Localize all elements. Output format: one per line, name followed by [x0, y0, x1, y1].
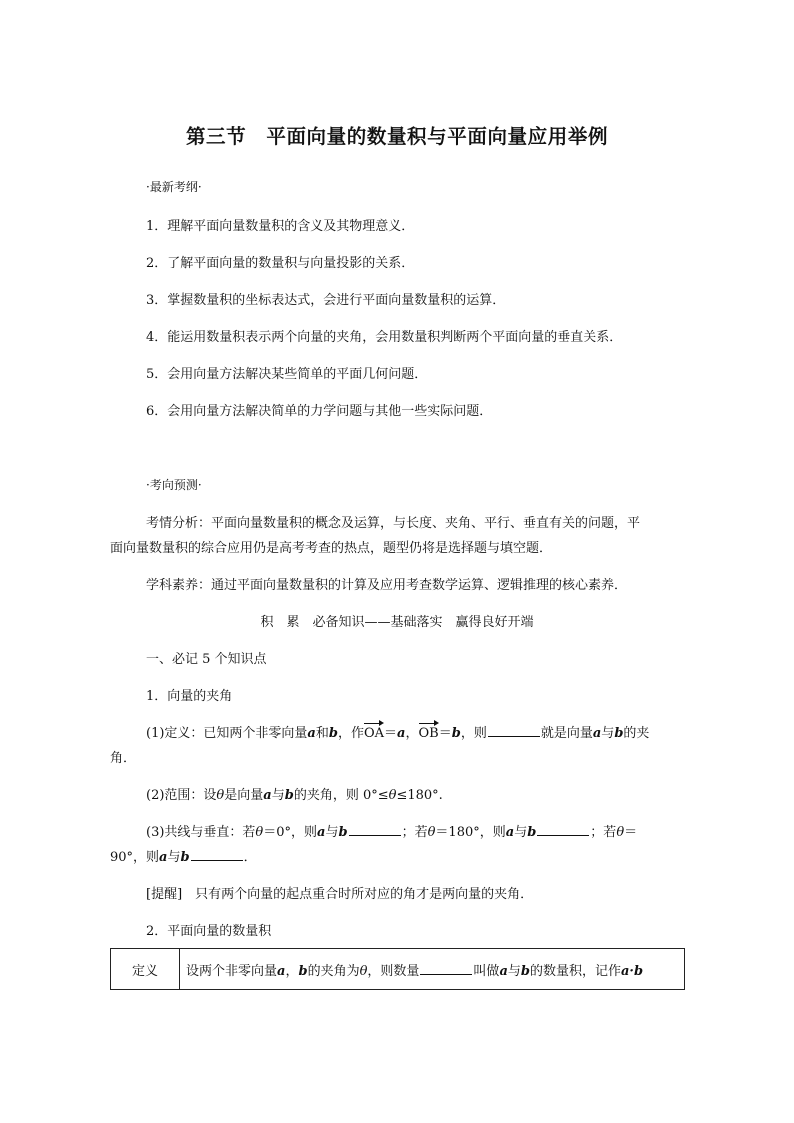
syllabus-item-2: 2．了解平面向量的数量积与向量投影的关系． — [146, 256, 415, 271]
blank-angle — [488, 724, 540, 737]
tip-line: [提醒] 只有两个向量的起点重合时所对应的角才是两向量的夹角． — [146, 887, 534, 902]
vector-ob: OB — [418, 726, 439, 741]
section-heading: 一、必记 5 个知识点 — [146, 652, 267, 667]
syllabus-item-3: 3．掌握数量积的坐标表达式，会进行平面向量数量积的运算． — [146, 293, 506, 308]
accumulate-heading: 积 累 必备知识——基础落实 赢得良好开端 — [260, 615, 534, 630]
syllabus-item-4: 4．能运用数量积表示两个向量的夹角，会用数量积判断两个平面向量的垂直关系． — [146, 330, 623, 345]
point2-title: 2．平面向量的数量积 — [146, 924, 272, 939]
collinear-line: (3)共线与垂直：若θ＝0°，则a与b ；若θ＝180°，则a与b ；若θ＝ — [146, 825, 638, 840]
vector-oa: OA — [363, 726, 385, 741]
forecast-analysis-line2: 面向量数量积的综合应用仍是高考考查的热点，题型仍将是选择题与填空题． — [110, 541, 553, 556]
syllabus-item-5: 5．会用向量方法解决某些简单的平面几何问题． — [146, 367, 428, 382]
forecast-analysis-line1: 考情分析：平面向量数量积的概念及运算，与长度、夹角、平行、垂直有关的问题，平 — [146, 516, 641, 531]
forecast-literacy: 学科素养：通过平面向量数量积的计算及应用考查数学运算、逻辑推理的核心素养． — [146, 578, 628, 593]
blank-perpendicular — [191, 848, 243, 861]
range-line: (2)范围：设θ是向量a与b的夹角，则 0°≤θ≤180°. — [146, 788, 443, 803]
syllabus-item-6: 6．会用向量方法解决简单的力学问题与其他一些实际问题． — [146, 404, 493, 419]
forecast-heading: ·考向预测· — [146, 478, 202, 492]
collinear-line2: 90°，则a与b ． — [110, 850, 257, 865]
definition-table — [110, 948, 685, 990]
page-title: 第三节 平面向量的数量积与平面向量应用举例 — [185, 125, 609, 148]
definition-line: (1)定义：已知两个非零向量a和b，作OA＝a，OB＝b，则 就是向量a与b的夹 — [146, 726, 650, 741]
blank-dot-product — [420, 962, 472, 975]
table-key-cell: 定义 — [111, 949, 180, 990]
point1-title: 1．向量的夹角 — [146, 689, 233, 704]
blank-opposite-direction — [537, 823, 589, 836]
syllabus-item-1: 1．理解平面向量数量积的含义及其物理意义． — [146, 219, 415, 234]
definition-line2: 角． — [110, 751, 137, 766]
syllabus-heading: ·最新考纲· — [146, 180, 202, 194]
blank-same-direction — [349, 823, 401, 836]
table-row — [111, 949, 685, 990]
table-value-cell: 设两个非零向量a，b的夹角为θ，则数量 叫做a与b的数量积，记作a·b — [180, 949, 685, 990]
